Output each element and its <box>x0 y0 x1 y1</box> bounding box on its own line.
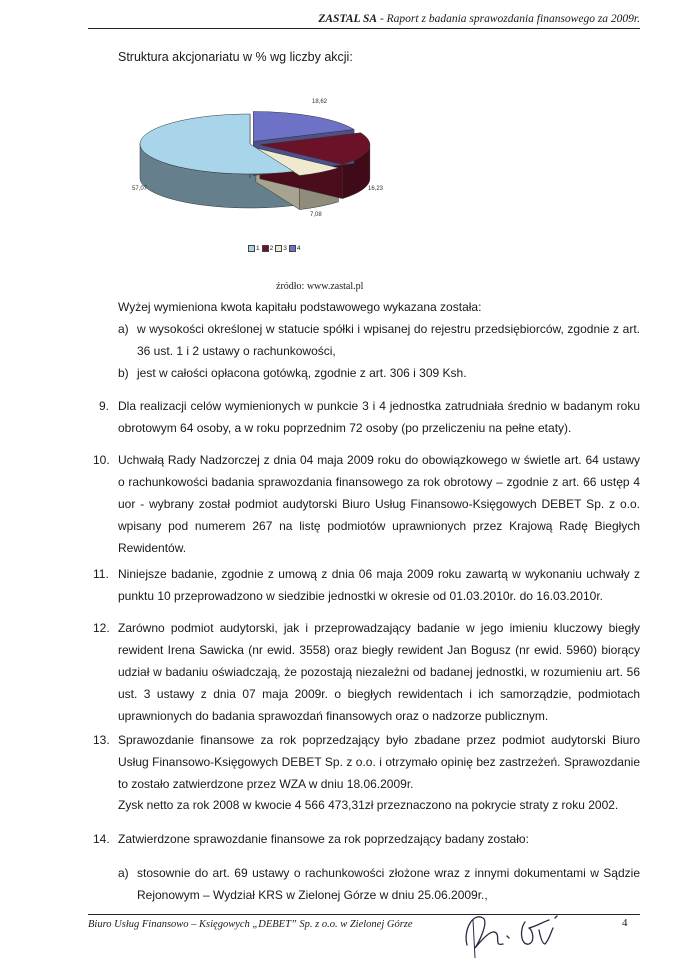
chart-legend <box>248 245 301 252</box>
pie-value-label: 16,23 <box>368 186 384 192</box>
legend-label: 3 <box>283 245 287 252</box>
profit-note: Zysk netto za rok 2008 w kwocie 4 566 473,31zł przeznaczono na pokrycie straty z roku 2002. <box>118 798 619 812</box>
legend-label: 2 <box>269 245 274 252</box>
legend-label: 4 <box>296 245 301 252</box>
legend-swatch <box>248 245 255 252</box>
point-text: Sprawozdanie finansowe za rok poprzedzający było zbadane przez podmiot audytorski Biuro Usług Finansowo-Księgowych DEBET Sp. z o.o. i otrzymało opinię bez zastrzeżeń. Sprawozdanie to zostało zatwierdzone przez WZA w dniu 18.06.2009r. <box>118 733 640 791</box>
point-number: 14. <box>93 832 110 846</box>
item-marker: b) <box>118 366 129 380</box>
item-text: w wysokości określonej w statucie spółki i wpisanej do rejestru przedsiębiorców, zgodnie z art. 36 ust. 1 i 2 ustawy o rachunkowości, <box>137 322 640 358</box>
signature <box>455 900 585 960</box>
point-number: 10. <box>93 453 110 467</box>
pie-value-label: 18,62 <box>312 99 328 105</box>
legend-swatch <box>275 245 282 252</box>
point-number: 12. <box>93 621 110 635</box>
legend-entry <box>275 245 287 252</box>
point-text: Zarówno podmiot audytorski, jak i przeprowadzający badanie w jego imieniu kluczowy biegły rewident Irena Sawicka (nr ewid. 3558) oraz biegły rewident Jan Bogusz (nr ewid. 5960) biorący udział w badaniu oświadczają, że pozostają niezależni od badanej jednostki, w rozumieniu art. 56 ust. 3 ustawy z dnia 07 maja 2009r. o biegłych rewidentach i ich samorządzie, podmiotach uprawnionych do badania sprawozdań finansowych oraz o nadzorze publicznym. <box>118 621 640 723</box>
legend-entry <box>248 245 260 252</box>
point-number: 11. <box>93 567 109 581</box>
pie-value-label: 7,08 <box>310 212 322 218</box>
item-text: stosownie do art. 69 ustawy o rachunkowości złożone wraz z innymi dokumentami w Sądzie Rejonowym – Wydział KRS w Zielonej Górze w dniu 25.06.2009r., <box>137 866 640 902</box>
intro-paragraph: Wyżej wymieniona kwota kapitału podstawowego wykazana została: <box>118 300 482 314</box>
page-number: 4 <box>622 917 628 929</box>
item-marker: a) <box>118 866 129 880</box>
point-text: Dla realizacji celów wymienionych w punkcie 3 i 4 jednostka zatrudniała średnio w badanym roku obrotowym 64 osoby, a w roku poprzednim 72 osoby (po przeliczeniu na pełne etaty). <box>118 399 640 435</box>
legend-swatch <box>262 245 269 252</box>
header-company: ZASTAL SA <box>318 13 378 25</box>
legend-swatch <box>289 245 296 252</box>
chart-source: źródło: www.zastal.pl <box>276 281 364 292</box>
page-footer: Biuro Usług Finansowo – Księgowych „DEBET” Sp. z o.o. w Zielonej Górze <box>88 914 640 930</box>
point-text: Zatwierdzone sprawozdanie finansowe za rok poprzedzający badany zostało: <box>118 832 529 846</box>
page-header <box>88 13 640 29</box>
chart-title: Struktura akcjonariatu w % wg liczby akcji: <box>118 50 353 64</box>
point-text: Niniejsze badanie, zgodnie z umową z dnia 06 maja 2009 roku zawartą w wykonaniu uchwały z punktu 10 przeprowadzono w siedzibie jednostki w okresie od 01.03.2010r. do 16.03.2010r. <box>118 567 640 603</box>
item-marker: a) <box>118 322 129 336</box>
point-text: Uchwałą Rady Nadzorczej z dnia 04 maja 2009 roku do obowiązkowego w świetle art. 64 ustawy o rachunkowości badania sprawozdania finansowego za rok obrotowy – zgodnie z art. 66 ustęp 4 uor - wybrany został podmiot audytorski Biuro Usług Finansowo-Księgowych DEBET Sp. z o.o. wpisany pod numerem 267 na listę podmiotów uprawnionych przez Krajową Radę Biegłych Rewidentów. <box>118 453 640 555</box>
shareholder-pie-chart <box>110 92 390 227</box>
point-number: 13. <box>93 733 110 747</box>
pie-value-label: 57,07 <box>132 186 148 192</box>
legend-entry <box>289 245 301 252</box>
legend-label: 1 <box>256 245 260 252</box>
item-text: jest w całości opłacona gotówką, zgodnie z art. 306 i 309 Ksh. <box>137 366 467 380</box>
legend-entry <box>262 245 274 252</box>
point-number: 9. <box>99 399 110 413</box>
header-title: - Raport z badania sprawozdania finansowego za 2009r. <box>377 13 640 25</box>
